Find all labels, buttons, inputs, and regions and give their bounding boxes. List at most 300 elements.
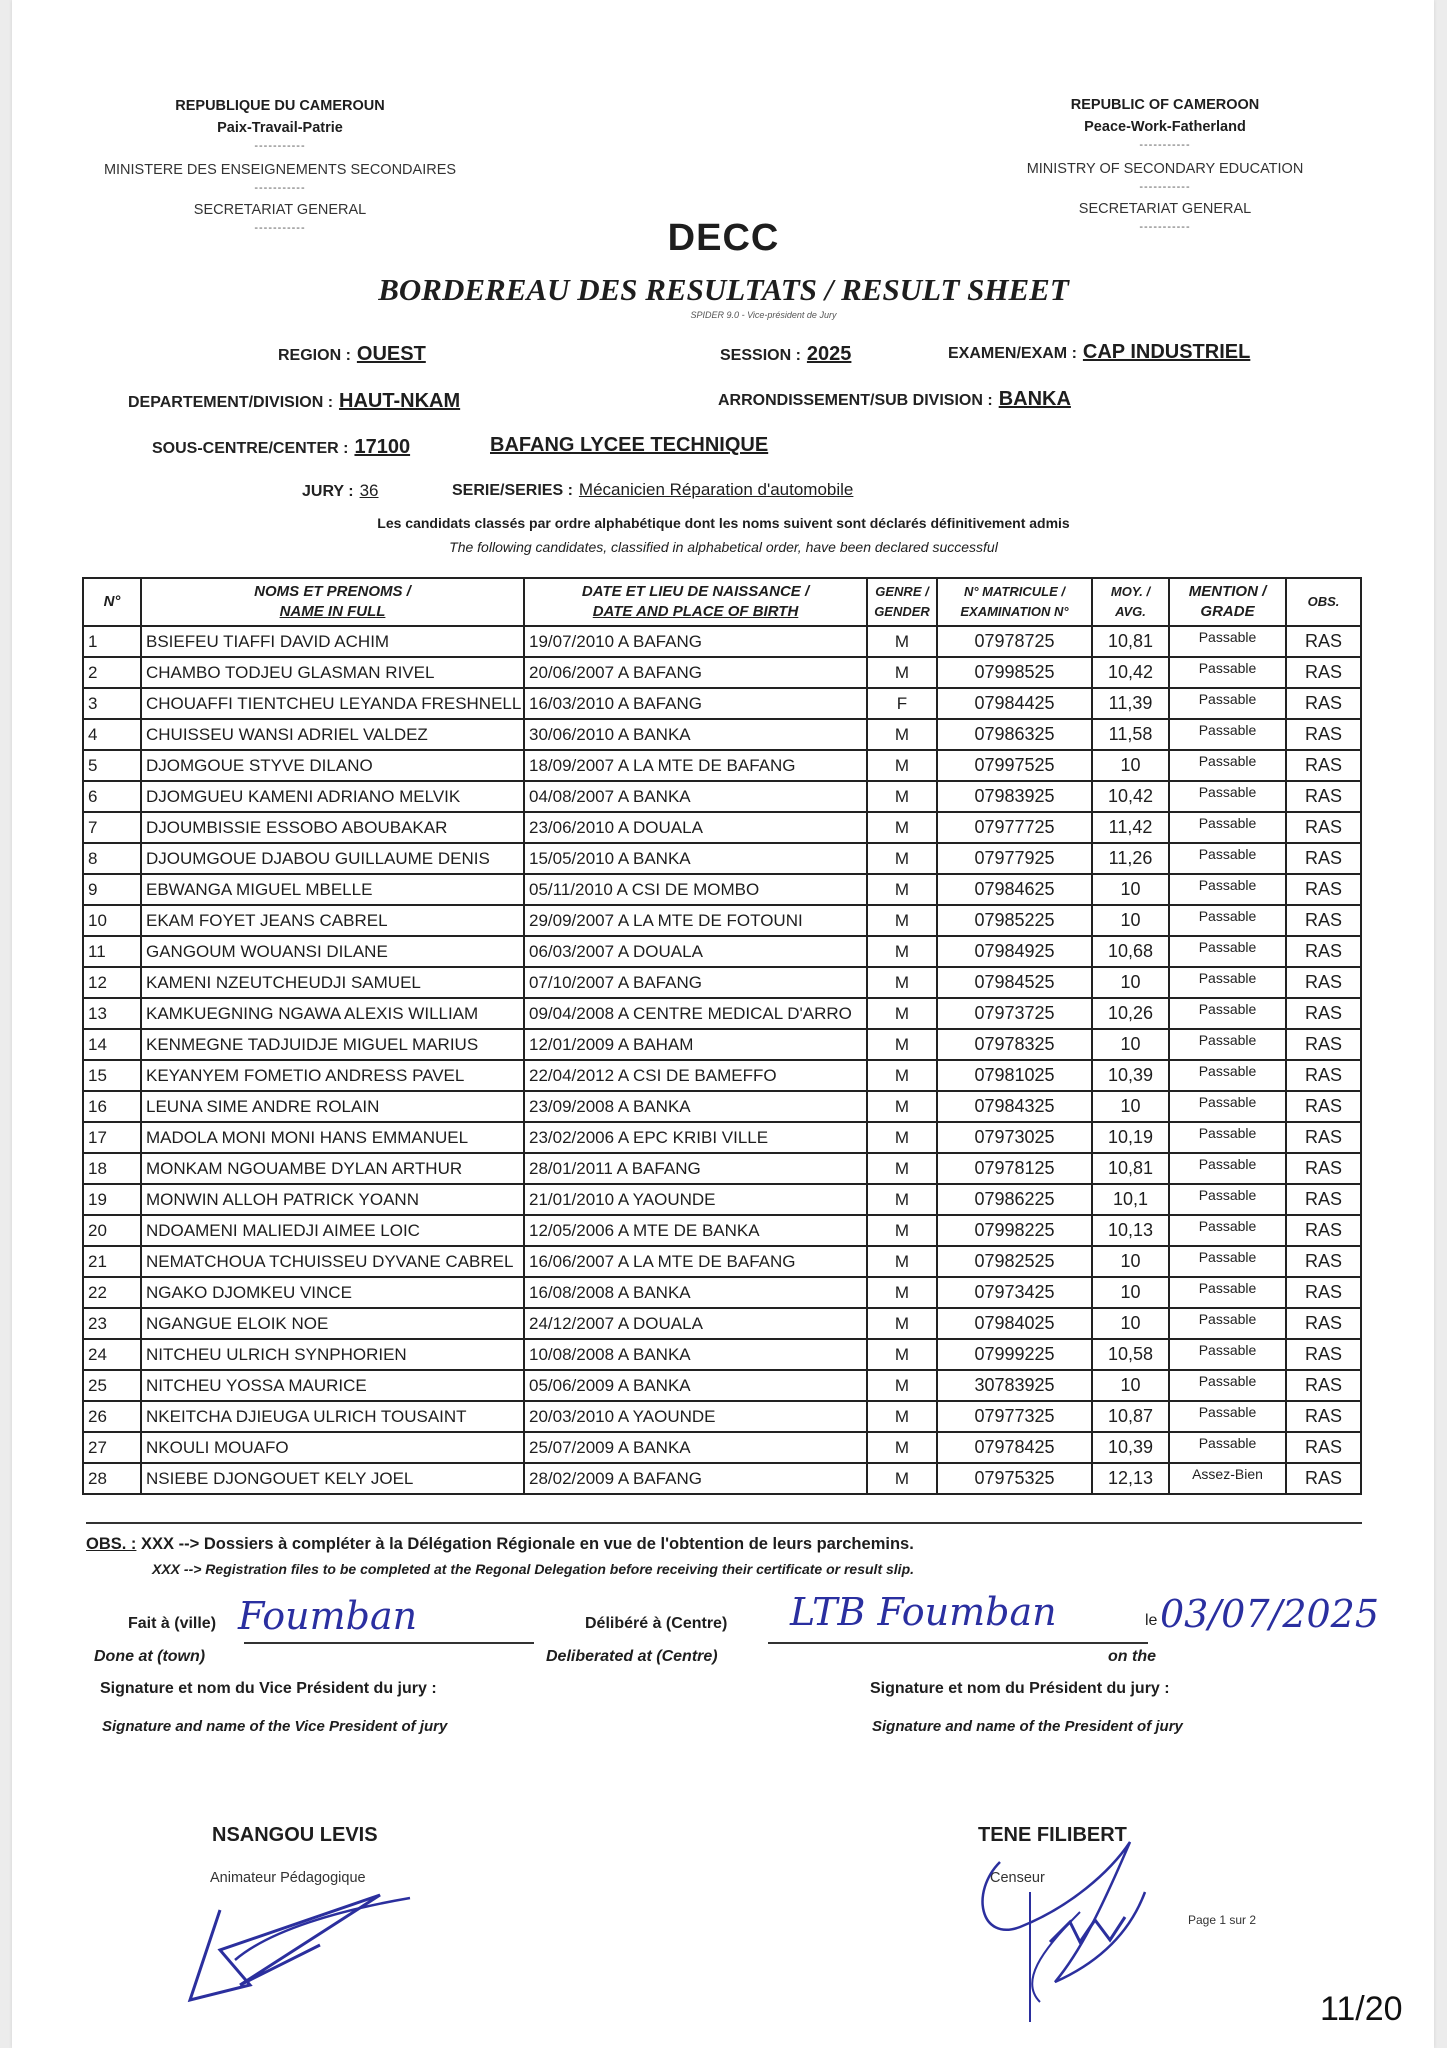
center-code: 17100 [354, 436, 411, 458]
grade: Passable [1169, 874, 1286, 905]
birth-date-place: 23/02/2006 A EPC KRIBI VILLE [524, 1122, 867, 1153]
row-number: 24 [83, 1339, 141, 1370]
candidate-name: KAMKUEGNING NGAWA ALEXIS WILLIAM [141, 998, 524, 1029]
table-row [83, 626, 1361, 657]
intro-fr: Les candidats classés par ordre alphabétique dont les noms suivent sont déclarés définitivement admis [377, 515, 1070, 531]
exam-number: 07998225 [937, 1215, 1092, 1246]
average: 10,81 [1092, 626, 1169, 657]
observation: RAS [1286, 1153, 1361, 1184]
observation: RAS [1286, 1432, 1361, 1463]
average: 10 [1092, 1246, 1169, 1277]
grade: Passable [1169, 998, 1286, 1029]
exam-number: 07973425 [937, 1277, 1092, 1308]
table-row [83, 998, 1361, 1029]
average: 10 [1092, 1091, 1169, 1122]
birth-date-place: 20/06/2007 A BAFANG [524, 657, 867, 688]
average: 10,42 [1092, 781, 1169, 812]
gender: M [867, 1401, 937, 1432]
average: 10,19 [1092, 1122, 1169, 1153]
birth-date-place: 20/03/2010 A YAOUNDE [524, 1401, 867, 1432]
observation: RAS [1286, 626, 1361, 657]
candidate-name: DJOMGOUE STYVE DILANO [141, 750, 524, 781]
candidate-name: CHOUAFFI TIENTCHEU LEYANDA FRESHNELL [141, 688, 524, 719]
row-number: 10 [83, 905, 141, 936]
row-number: 3 [83, 688, 141, 719]
table-row [83, 657, 1361, 688]
grade: Assez-Bien [1169, 1463, 1286, 1494]
table-row [83, 843, 1361, 874]
birth-date-place: 05/11/2010 A CSI DE MOMBO [524, 874, 867, 905]
observation: RAS [1286, 1122, 1361, 1153]
document-subtitle: SPIDER 9.0 - Vice-président de Jury [690, 310, 837, 320]
grade: Passable [1169, 1432, 1286, 1463]
row-number: 13 [83, 998, 141, 1029]
observation: RAS [1286, 936, 1361, 967]
table-row [83, 781, 1361, 812]
gender: M [867, 874, 937, 905]
col-header-matricule: N° MATRICULE / EXAMINATION N° [937, 578, 1092, 626]
exam-number: 07984525 [937, 967, 1092, 998]
exam-number: 07997525 [937, 750, 1092, 781]
region-field: REGION : OUEST [278, 343, 426, 365]
document-title: BORDEREAU DES RESULTATS / RESULT SHEET [378, 272, 1069, 307]
observation: RAS [1286, 1246, 1361, 1277]
gender: M [867, 1091, 937, 1122]
birth-date-place: 25/07/2009 A BANKA [524, 1432, 867, 1463]
birth-date-place: 05/06/2009 A BANKA [524, 1370, 867, 1401]
table-row [83, 1246, 1361, 1277]
separator: ----------- [1139, 181, 1191, 193]
gender: M [867, 1215, 937, 1246]
grade: Passable [1169, 1153, 1286, 1184]
row-number: 26 [83, 1401, 141, 1432]
session-field: SESSION : 2025 [720, 343, 852, 365]
grade: Passable [1169, 936, 1286, 967]
candidate-name: LEUNA SIME ANDRE ROLAIN [141, 1091, 524, 1122]
row-number: 8 [83, 843, 141, 874]
birth-date-place: 28/02/2009 A BAFANG [524, 1463, 867, 1494]
separator: ----------- [1139, 139, 1191, 151]
row-number: 6 [83, 781, 141, 812]
grade: Passable [1169, 1339, 1286, 1370]
exam-field: EXAMEN/EXAM : CAP INDUSTRIEL [948, 341, 1251, 363]
deliberated-label-fr: Délibéré à (Centre) [585, 1615, 728, 1632]
average: 11,39 [1092, 688, 1169, 719]
center-name-field [490, 434, 768, 457]
table-row [83, 688, 1361, 719]
table-row [83, 750, 1361, 781]
vp-signature-icon [180, 1890, 440, 2020]
candidate-name: CHAMBO TODJEU GLASMAN RIVEL [141, 657, 524, 688]
average: 10 [1092, 967, 1169, 998]
row-number: 4 [83, 719, 141, 750]
done-at-handwritten: Foumban [238, 1594, 418, 1638]
gender: M [867, 1339, 937, 1370]
separator: ----------- [1139, 221, 1191, 233]
row-number: 25 [83, 1370, 141, 1401]
table-row [83, 1463, 1361, 1494]
series-field: SERIE/SERIES : Mécanicien Réparation d'automobile [452, 480, 854, 499]
average: 10,58 [1092, 1339, 1169, 1370]
grade: Passable [1169, 781, 1286, 812]
divider [86, 1522, 1362, 1524]
gender: M [867, 1308, 937, 1339]
candidate-name: GANGOUM WOUANSI DILANE [141, 936, 524, 967]
row-number: 2 [83, 657, 141, 688]
average: 10 [1092, 1308, 1169, 1339]
center-name: BAFANG LYCEE TECHNIQUE [490, 434, 769, 456]
grade: Passable [1169, 1215, 1286, 1246]
average: 10,42 [1092, 657, 1169, 688]
candidate-name: KAMENI NZEUTCHEUDJI SAMUEL [141, 967, 524, 998]
gender: M [867, 843, 937, 874]
done-at-underline [244, 1642, 534, 1644]
row-number: 14 [83, 1029, 141, 1060]
table-row [83, 1308, 1361, 1339]
table-row [83, 936, 1361, 967]
birth-date-place: 15/05/2010 A BANKA [524, 843, 867, 874]
secretariat-fr: SECRETARIAT GENERAL [193, 202, 367, 218]
grade: Passable [1169, 1060, 1286, 1091]
grade: Passable [1169, 1184, 1286, 1215]
table-row [83, 1029, 1361, 1060]
row-number: 9 [83, 874, 141, 905]
done-at-label-fr: Fait à (ville) [128, 1615, 217, 1632]
exam-number: 07978425 [937, 1432, 1092, 1463]
results-table [82, 577, 1362, 1495]
row-number: 23 [83, 1308, 141, 1339]
grade: Passable [1169, 719, 1286, 750]
exam-number: 07973025 [937, 1122, 1092, 1153]
gender: M [867, 1122, 937, 1153]
birth-date-place: 12/01/2009 A BAHAM [524, 1029, 867, 1060]
observation: RAS [1286, 1215, 1361, 1246]
exam-number: 07978725 [937, 626, 1092, 657]
series-value: Mécanicien Réparation d'automobile [578, 480, 854, 499]
gender: M [867, 750, 937, 781]
col-header-name: NOMS ET PRENOMS / NAME IN FULL [141, 578, 524, 626]
exam-number: 07977325 [937, 1401, 1092, 1432]
candidate-name: KEYANYEM FOMETIO ANDRESS PAVEL [141, 1060, 524, 1091]
jury-field: JURY : 36 [302, 481, 379, 500]
average: 10,13 [1092, 1215, 1169, 1246]
birth-date-place: 09/04/2008 A CENTRE MEDICAL D'ARRO [524, 998, 867, 1029]
table-row [83, 1339, 1361, 1370]
vp-name: NSANGOU LEVIS [212, 1824, 378, 1846]
obs-note-en: XXX --> Registration files to be completed at the Regonal Delegation before receiving their certificate or result slip. [152, 1561, 915, 1577]
observation: RAS [1286, 1308, 1361, 1339]
observation: RAS [1286, 967, 1361, 998]
exam-number: 07999225 [937, 1339, 1092, 1370]
candidate-name: NITCHEU ULRICH SYNPHORIEN [141, 1339, 524, 1370]
grade: Passable [1169, 657, 1286, 688]
observation: RAS [1286, 750, 1361, 781]
grade: Passable [1169, 1277, 1286, 1308]
row-number: 21 [83, 1246, 141, 1277]
done-at-label-en: Done at (town) [94, 1648, 206, 1665]
grade: Passable [1169, 1308, 1286, 1339]
gender: M [867, 812, 937, 843]
birth-date-place: 06/03/2007 A DOUALA [524, 936, 867, 967]
candidate-name: NKOULI MOUAFO [141, 1432, 524, 1463]
row-number: 22 [83, 1277, 141, 1308]
row-number: 19 [83, 1184, 141, 1215]
observation: RAS [1286, 874, 1361, 905]
table-row [83, 1401, 1361, 1432]
candidate-name: MONWIN ALLOH PATRICK YOANN [141, 1184, 524, 1215]
candidate-name: NKEITCHA DJIEUGA ULRICH TOUSAINT [141, 1401, 524, 1432]
birth-date-place: 24/12/2007 A DOUALA [524, 1308, 867, 1339]
exam-number: 07984625 [937, 874, 1092, 905]
col-header-birth: DATE ET LIEU DE NAISSANCE / DATE AND PLACE OF BIRTH [524, 578, 867, 626]
exam-number: 07977725 [937, 812, 1092, 843]
table-row [83, 1184, 1361, 1215]
gender: M [867, 998, 937, 1029]
observation: RAS [1286, 905, 1361, 936]
birth-date-place: 12/05/2006 A MTE DE BANKA [524, 1215, 867, 1246]
birth-date-place: 28/01/2011 A BAFANG [524, 1153, 867, 1184]
row-number: 17 [83, 1122, 141, 1153]
header-right [1005, 94, 1325, 234]
average: 10,81 [1092, 1153, 1169, 1184]
row-number: 27 [83, 1432, 141, 1463]
row-number: 11 [83, 936, 141, 967]
grade: Passable [1169, 750, 1286, 781]
gender: M [867, 1060, 937, 1091]
grade: Passable [1169, 688, 1286, 719]
date-handwritten: 03/07/2025 [1160, 1592, 1380, 1636]
observation: RAS [1286, 1184, 1361, 1215]
gender: M [867, 1029, 937, 1060]
col-header-average: MOY. / AVG. [1092, 578, 1169, 626]
candidate-name: DJOMGUEU KAMENI ADRIANO MELVIK [141, 781, 524, 812]
separator: ----------- [254, 182, 306, 194]
observation: RAS [1286, 1091, 1361, 1122]
average: 11,58 [1092, 719, 1169, 750]
candidate-name: MADOLA MONI MONI HANS EMMANUEL [141, 1122, 524, 1153]
table-row [83, 1153, 1361, 1184]
table-row [83, 719, 1361, 750]
observation: RAS [1286, 843, 1361, 874]
birth-date-place: 30/06/2010 A BANKA [524, 719, 867, 750]
table-row [83, 1122, 1361, 1153]
gender: M [867, 1370, 937, 1401]
observation: RAS [1286, 1401, 1361, 1432]
average: 10,1 [1092, 1184, 1169, 1215]
center-field: SOUS-CENTRE/CENTER : 17100 [152, 436, 411, 458]
president-signature-label-fr: Signature et nom du Président du jury : [870, 1680, 1170, 1697]
birth-date-place: 16/03/2010 A BAFANG [524, 688, 867, 719]
exam-number: 07984025 [937, 1308, 1092, 1339]
separator: ----------- [254, 222, 306, 234]
president-signature-label-en: Signature and name of the President of jury [872, 1718, 1183, 1735]
grade: Passable [1169, 1122, 1286, 1153]
gender: M [867, 1153, 937, 1184]
exam-value: CAP INDUSTRIEL [1082, 341, 1251, 363]
observation: RAS [1286, 1339, 1361, 1370]
row-number: 5 [83, 750, 141, 781]
row-number: 16 [83, 1091, 141, 1122]
observation: RAS [1286, 1463, 1361, 1494]
row-number: 15 [83, 1060, 141, 1091]
table-row [83, 967, 1361, 998]
deliberated-handwritten: LTB Foumban [790, 1590, 1057, 1634]
exam-number: 07981025 [937, 1060, 1092, 1091]
gender: M [867, 936, 937, 967]
grade: Passable [1169, 967, 1286, 998]
birth-date-place: 29/09/2007 A LA MTE DE FOTOUNI [524, 905, 867, 936]
average: 10,39 [1092, 1432, 1169, 1463]
birth-date-place: 22/04/2012 A CSI DE BAMEFFO [524, 1060, 867, 1091]
gender: M [867, 657, 937, 688]
date-label-fr: le [1145, 1612, 1158, 1629]
obs-note-fr: OBS. : XXX --> Dossiers à compléter à la Délégation Régionale en vue de l'obtention de leurs parchemins. [86, 1535, 914, 1553]
observation: RAS [1286, 719, 1361, 750]
president-signature-icon [960, 1832, 1180, 2032]
observation: RAS [1286, 1060, 1361, 1091]
exam-number: 07983925 [937, 781, 1092, 812]
average: 10,87 [1092, 1401, 1169, 1432]
president-title: Censeur [990, 1870, 1045, 1886]
observation: RAS [1286, 1277, 1361, 1308]
row-number: 7 [83, 812, 141, 843]
session-value: 2025 [806, 343, 852, 365]
grade: Passable [1169, 626, 1286, 657]
col-header-grade: MENTION / GRADE [1169, 578, 1286, 626]
viewer-page-counter: 11/20 [1320, 1990, 1403, 2028]
candidate-name: NSIEBE DJONGOUET KELY JOEL [141, 1463, 524, 1494]
table-row [83, 1215, 1361, 1246]
separator: ----------- [254, 140, 306, 152]
grade: Passable [1169, 905, 1286, 936]
exam-number: 07978125 [937, 1153, 1092, 1184]
candidate-name: EBWANGA MIGUEL MBELLE [141, 874, 524, 905]
candidate-name: BSIEFEU TIAFFI DAVID ACHIM [141, 626, 524, 657]
birth-date-place: 23/09/2008 A BANKA [524, 1091, 867, 1122]
vp-signature-label-en: Signature and name of the Vice President of jury [102, 1718, 448, 1735]
birth-date-place: 10/08/2008 A BANKA [524, 1339, 867, 1370]
average: 11,42 [1092, 812, 1169, 843]
average: 11,26 [1092, 843, 1169, 874]
country-fr: REPUBLIQUE DU CAMEROUN [175, 98, 385, 114]
exam-number: 07975325 [937, 1463, 1092, 1494]
motto-fr: Paix-Travail-Patrie [217, 120, 343, 136]
exam-number: 07985225 [937, 905, 1092, 936]
exam-number: 07986325 [937, 719, 1092, 750]
observation: RAS [1286, 781, 1361, 812]
org-name: DECC [667, 217, 780, 259]
gender: M [867, 1277, 937, 1308]
table-row [83, 1060, 1361, 1091]
division-field: DEPARTEMENT/DIVISION : HAUT-NKAM [128, 390, 461, 412]
birth-date-place: 23/06/2010 A DOUALA [524, 812, 867, 843]
subdivision-value: BANKA [998, 388, 1071, 410]
region-value: OUEST [356, 343, 426, 365]
table-row [83, 812, 1361, 843]
candidate-name: NDOAMENI MALIEDJI AIMEE LOIC [141, 1215, 524, 1246]
vp-signature-label-fr: Signature et nom du Vice Président du jury : [100, 1680, 437, 1697]
candidate-name: EKAM FOYET JEANS CABREL [141, 905, 524, 936]
table-row [83, 1091, 1361, 1122]
exam-number: 07977925 [937, 843, 1092, 874]
deliberated-label-en: Deliberated at (Centre) [546, 1648, 718, 1665]
candidate-name: DJOUMGOUE DJABOU GUILLAUME DENIS [141, 843, 524, 874]
average: 10 [1092, 1277, 1169, 1308]
table-header-row [83, 578, 1361, 626]
ministry-en: MINISTRY OF SECONDARY EDUCATION [1026, 161, 1304, 177]
col-header-number: N° [83, 578, 141, 626]
candidate-name: NITCHEU YOSSA MAURICE [141, 1370, 524, 1401]
grade: Passable [1169, 812, 1286, 843]
gender: M [867, 781, 937, 812]
gender: M [867, 626, 937, 657]
gender: M [867, 1432, 937, 1463]
table-body [83, 626, 1361, 1494]
row-number: 20 [83, 1215, 141, 1246]
exam-number: 30783925 [937, 1370, 1092, 1401]
birth-date-place: 19/07/2010 A BAFANG [524, 626, 867, 657]
gender: M [867, 967, 937, 998]
average: 10 [1092, 750, 1169, 781]
table-row [83, 1370, 1361, 1401]
gender: M [867, 1246, 937, 1277]
table-row [83, 1277, 1361, 1308]
exam-number: 07984925 [937, 936, 1092, 967]
birth-date-place: 18/09/2007 A LA MTE DE BAFANG [524, 750, 867, 781]
table-row [83, 905, 1361, 936]
col-header-obs: OBS. [1286, 578, 1361, 626]
candidate-name: DJOUMBISSIE ESSOBO ABOUBAKAR [141, 812, 524, 843]
grade: Passable [1169, 1401, 1286, 1432]
average: 10 [1092, 874, 1169, 905]
ministry-fr: MINISTERE DES ENSEIGNEMENTS SECONDAIRES [103, 162, 457, 178]
gender: M [867, 905, 937, 936]
table-row [83, 1432, 1361, 1463]
subdivision-field: ARRONDISSEMENT/SUB DIVISION : BANKA [718, 388, 1071, 410]
date-label-en: on the [1108, 1648, 1156, 1665]
grade: Passable [1169, 1370, 1286, 1401]
birth-date-place: 16/08/2008 A BANKA [524, 1277, 867, 1308]
candidate-name: CHUISSEU WANSI ADRIEL VALDEZ [141, 719, 524, 750]
row-number: 1 [83, 626, 141, 657]
intro-en: The following candidates, classified in alphabetical order, have been declared successful [449, 539, 998, 555]
header-left [90, 95, 470, 235]
average: 10 [1092, 1370, 1169, 1401]
motto-en: Peace-Work-Fatherland [1084, 119, 1246, 135]
gender: F [867, 688, 937, 719]
birth-date-place: 07/10/2007 A BAFANG [524, 967, 867, 998]
row-number: 18 [83, 1153, 141, 1184]
col-header-gender: GENRE / GENDER [867, 578, 937, 626]
grade: Passable [1169, 843, 1286, 874]
average: 10,39 [1092, 1060, 1169, 1091]
average: 10 [1092, 905, 1169, 936]
candidate-name: NGANGUE ELOIK NOE [141, 1308, 524, 1339]
birth-date-place: 21/01/2010 A YAOUNDE [524, 1184, 867, 1215]
candidate-name: MONKAM NGOUAMBE DYLAN ARTHUR [141, 1153, 524, 1184]
gender: M [867, 719, 937, 750]
row-number: 28 [83, 1463, 141, 1494]
obs-label: OBS. : [86, 1535, 137, 1553]
average: 10,68 [1092, 936, 1169, 967]
birth-date-place: 04/08/2007 A BANKA [524, 781, 867, 812]
exam-number: 07986225 [937, 1184, 1092, 1215]
jury-value: 36 [359, 481, 379, 500]
observation: RAS [1286, 998, 1361, 1029]
observation: RAS [1286, 1029, 1361, 1060]
deliberated-underline [768, 1642, 1148, 1644]
grade: Passable [1169, 1246, 1286, 1277]
